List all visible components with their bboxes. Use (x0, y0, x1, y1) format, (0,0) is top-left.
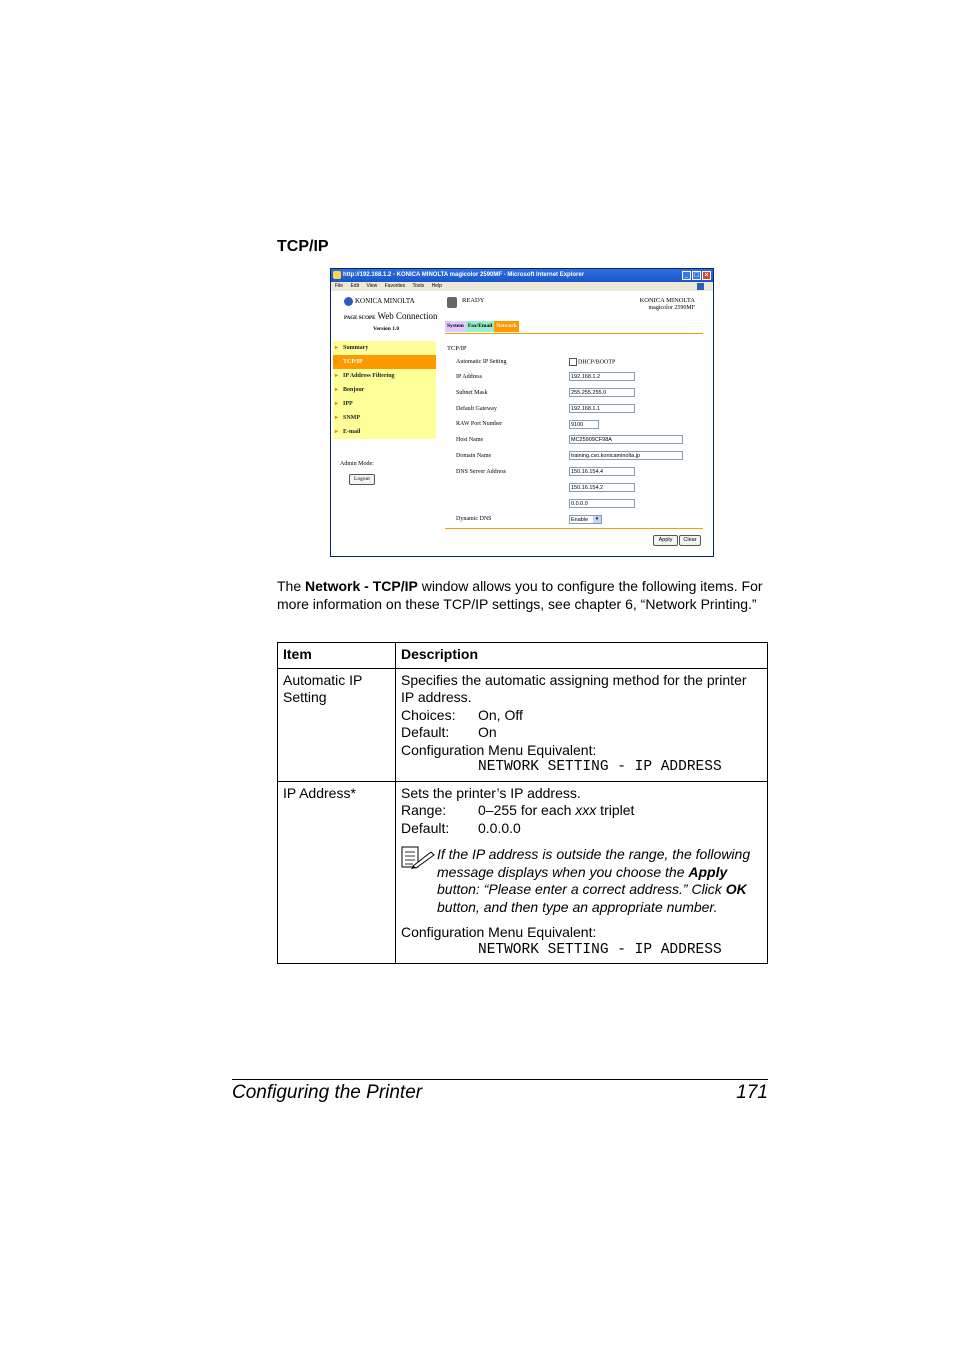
apply-button[interactable]: Apply (653, 535, 678, 546)
sidebar-item-tcpip[interactable]: ▸ TCP/IP (333, 355, 436, 369)
chevron-down-icon[interactable]: ▾ (593, 516, 601, 523)
maximize-icon[interactable]: □ (692, 271, 701, 280)
host-name-input[interactable]: MC25909CF98A (569, 435, 683, 444)
window-titlebar (331, 269, 713, 282)
minimize-icon[interactable]: _ (682, 271, 691, 280)
menu-favorites[interactable]: Favorites (384, 283, 406, 289)
menu-path: NETWORK SETTING - IP ADDRESS (478, 941, 722, 958)
menu-edit[interactable]: Edit (350, 283, 360, 289)
tab-bar (445, 321, 519, 332)
model-name: magicolor 2590MF (648, 305, 695, 311)
menu-tools[interactable]: Tools (412, 283, 425, 289)
sidebar-item-email[interactable]: ▸ E-mail (333, 425, 436, 439)
gateway-input[interactable]: 192.168.1.1 (569, 404, 635, 413)
intro-bold: Network - TCP/IP (305, 578, 418, 594)
row1-item: Automatic IP Setting (278, 668, 396, 781)
checkbox-icon[interactable] (569, 358, 577, 366)
window-title: http://192.168.1.2 - KONICA MINOLTA magicolor 2590MF - Microsoft Internet Explorer (343, 272, 585, 278)
web-page (331, 291, 713, 556)
auto-ip-label: Automatic IP Setting (456, 359, 507, 365)
globe-icon (344, 297, 353, 306)
dns-server-label: DNS Server Address (456, 469, 506, 475)
settings-table (277, 642, 768, 964)
clear-button[interactable]: Clear (679, 535, 701, 546)
tab-underline (445, 333, 703, 334)
sidebar (333, 341, 436, 439)
gateway-label: Default Gateway (456, 406, 497, 412)
menu-path: NETWORK SETTING - IP ADDRESS (478, 759, 722, 775)
tab-network[interactable]: Network (494, 321, 518, 332)
dynamic-dns-label: Dynamic DNS (456, 516, 492, 522)
konica-minolta-logo: KONICA MINOLTA (344, 297, 415, 306)
dns-server-2-input[interactable]: 150.16.154.2 (569, 483, 635, 492)
web-connection-logo: PAGE SCOPE Web Connection (344, 311, 438, 321)
table-row (278, 668, 768, 781)
ie-icon (333, 271, 341, 279)
row2-item: IP Address* (278, 781, 396, 964)
raw-port-label: RAW Port Number (456, 421, 503, 427)
menu-bar (331, 282, 713, 291)
printer-icon (447, 297, 457, 308)
ip-address-input[interactable]: 192.168.1.2 (569, 372, 635, 381)
content-title: TCP/IP (447, 345, 467, 352)
sidebar-item-snmp[interactable]: ▸ SNMP (333, 411, 436, 425)
table-header-row (278, 643, 768, 669)
row2-description: Sets the printer’s IP address. Range: 0–255 for each xxx triplet Default: 0.0.0.0 If the IP address is outside the range, the following message displays when you choose the Apply button: “Please enter a correct address.” Click OK button, and then type an appropriate number. Configuration Menu Equivalent: NETWORK SETTING - IP ADDRESS (396, 781, 768, 964)
domain-name-input[interactable]: training.cso.konicaminolta.jp (569, 451, 683, 460)
footer-chapter-title: Configuring the Printer (232, 1082, 423, 1103)
dns-server-1-input[interactable]: 150.16.154.4 (569, 467, 635, 476)
screenshot-window (330, 268, 714, 557)
brand-name: KONICA MINOLTA (639, 297, 695, 304)
status-text: READY (462, 297, 485, 304)
dns-server-3-input[interactable]: 0.0.0.0 (569, 499, 635, 508)
sidebar-item-ipp[interactable]: ▸ IPP (333, 397, 436, 411)
ip-address-label: IP Address (456, 374, 482, 380)
dhcp-bootp-checkbox[interactable]: DHCP/BOOTP (569, 358, 615, 366)
sidebar-item-ip-filtering[interactable]: ▸ IP Address Filtering (333, 369, 436, 383)
page-number: 171 (736, 1082, 768, 1103)
windows-flag-icon (697, 283, 704, 290)
subnet-mask-input[interactable]: 255.255.255.0 (569, 388, 635, 397)
menu-help[interactable]: Help (431, 283, 442, 289)
logout-button[interactable]: Logout (349, 474, 375, 485)
menu-file[interactable]: File (335, 283, 344, 289)
tab-fax-email[interactable]: Fax/Email (466, 321, 494, 332)
note-block (401, 846, 763, 916)
header-description: Description (396, 643, 768, 669)
raw-port-input[interactable]: 9100 (569, 420, 599, 429)
dynamic-dns-select[interactable]: Enable ▾ (569, 515, 602, 524)
menu-view[interactable]: View (366, 283, 378, 289)
note-pencil-icon (401, 846, 437, 916)
footer-rule (232, 1079, 768, 1080)
admin-mode-label: Admin Mode: (340, 461, 374, 467)
tab-system[interactable]: System (445, 321, 466, 332)
domain-name-label: Domain Name (456, 453, 492, 459)
table-row (278, 781, 768, 964)
version-label: Version 1.0 (373, 326, 400, 332)
close-icon[interactable]: × (702, 271, 711, 280)
section-title: TCP/IP (277, 238, 329, 255)
sidebar-item-bonjour[interactable]: ▸ Bonjour (333, 383, 436, 397)
header-item: Item (278, 643, 396, 669)
row1-description: Specifies the automatic assigning method for the printer IP address. Choices: On, Off Default: On Configuration Menu Equivalent: NETWORK SETTING - IP ADDRESS (396, 668, 768, 781)
note-text: If the IP address is outside the range, the following message displays when you choose the Apply button: “Please enter a correct address.” Click OK button, and then type an appropriate number. (437, 846, 751, 915)
intro-paragraph: The Network - TCP/IP window allows you to configure the following items. For more information on these TCP/IP settings, see chapter 6, “Network Printing.” (277, 578, 763, 612)
subnet-mask-label: Subnet Mask (456, 390, 488, 396)
host-name-label: Host Name (456, 437, 484, 443)
form-bottom-line (445, 528, 703, 529)
sidebar-item-summary[interactable]: ▸ Summary (333, 341, 436, 355)
